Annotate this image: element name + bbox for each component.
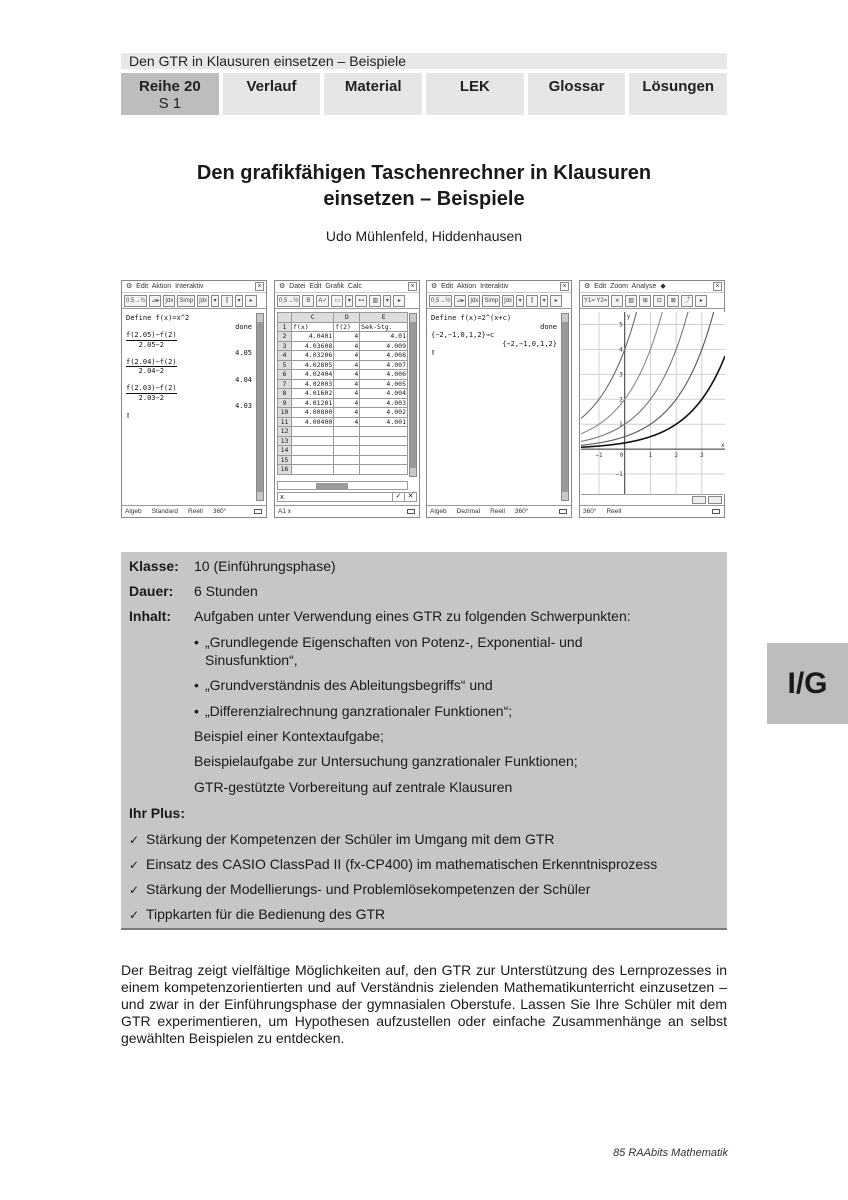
toolbar-button[interactable]: ∫dx bbox=[468, 295, 480, 307]
x-tick-label: −1 bbox=[595, 452, 603, 460]
toolbar-button[interactable]: ⊿▸ bbox=[149, 295, 161, 307]
row-header[interactable]: 13 bbox=[278, 436, 292, 446]
toolbar bbox=[580, 293, 724, 309]
tab-reihe-label: Reihe 20 bbox=[138, 78, 201, 95]
bullet-item bbox=[194, 702, 512, 720]
work-area[interactable] bbox=[427, 311, 571, 505]
cell[interactable]: 4.007 bbox=[360, 360, 408, 370]
inhalt-intro: Aufgaben unter Verwendung eines GTR zu folgenden Schwerpunkten: bbox=[194, 608, 631, 624]
toolbar-button[interactable]: ⩙ bbox=[611, 295, 623, 307]
gear-icon[interactable]: ⚙ bbox=[584, 283, 591, 290]
plus-item bbox=[129, 880, 590, 899]
toolbar-button[interactable]: ∫dx bbox=[163, 295, 175, 307]
calculator-screen-spreadsheet bbox=[274, 280, 420, 518]
tab-material[interactable]: Material bbox=[324, 73, 422, 115]
toolbar-button[interactable]: ⊿▸ bbox=[454, 295, 466, 307]
calculator-screen-main-1 bbox=[121, 280, 267, 518]
toolbar-button[interactable]: ▭ bbox=[331, 295, 343, 307]
row-header[interactable]: 2 bbox=[278, 332, 292, 342]
dropdown-arrow-icon[interactable]: ▾ bbox=[383, 295, 391, 307]
fraction-input bbox=[126, 384, 252, 402]
menu-interaktiv[interactable]: Interaktiv bbox=[480, 283, 509, 290]
cell[interactable]: 4.03206 bbox=[292, 351, 334, 361]
battery-icon bbox=[407, 509, 415, 514]
menubar bbox=[427, 281, 571, 293]
y-tick-label: 3 bbox=[619, 371, 623, 379]
menu-edit[interactable]: Edit bbox=[309, 283, 322, 290]
toolbar-button[interactable]: ⤴ bbox=[681, 295, 693, 307]
cell[interactable]: 4 bbox=[334, 351, 360, 361]
cell[interactable] bbox=[292, 446, 334, 456]
toolbar bbox=[427, 293, 571, 309]
y-tick-label: −1 bbox=[615, 471, 623, 479]
dropdown-arrow-icon[interactable]: ▾ bbox=[211, 295, 219, 307]
table-row bbox=[278, 455, 408, 465]
table-row bbox=[278, 389, 408, 399]
origin-label: 0 bbox=[619, 452, 624, 460]
toolbar-button[interactable]: ∫dx bbox=[502, 295, 514, 307]
result-line: 4.03 bbox=[235, 402, 252, 410]
bullet-text: „Differenzialrechnung ganzrationaler Funktionen“; bbox=[205, 703, 513, 719]
row-header[interactable]: 6 bbox=[278, 370, 292, 380]
input-line: Define f(x)=2^(x+c) bbox=[431, 314, 512, 322]
row-header[interactable]: 14 bbox=[278, 446, 292, 456]
extra-item: Beispielaufgabe zur Untersuchung ganzrationaler Funktionen; bbox=[194, 753, 578, 769]
vertical-scrollbar[interactable] bbox=[256, 313, 264, 501]
plus-text: Tippkarten für die Bedienung des GTR bbox=[146, 906, 386, 922]
numerator: f(2.03)−f(2) bbox=[126, 384, 177, 392]
window-swap-icon[interactable] bbox=[708, 496, 722, 504]
more-arrow-icon[interactable]: ▸ bbox=[245, 295, 257, 307]
status-number[interactable]: Reell bbox=[188, 508, 203, 515]
table-row bbox=[278, 436, 408, 446]
author: Udo Mühlenfeld, Hiddenhausen bbox=[325, 228, 523, 244]
cell[interactable]: f(2) bbox=[334, 322, 360, 332]
row-header[interactable]: 16 bbox=[278, 465, 292, 475]
table-row bbox=[278, 370, 408, 380]
spreadsheet-grid bbox=[277, 312, 408, 475]
gear-icon[interactable]: ⚙ bbox=[126, 283, 133, 290]
y-tick-label: 1 bbox=[619, 421, 623, 429]
bullet-icon: • bbox=[194, 677, 199, 693]
menu-aktion[interactable]: Aktion bbox=[151, 283, 172, 290]
dauer-value: 6 Stunden bbox=[194, 583, 258, 599]
cell[interactable] bbox=[360, 465, 408, 475]
cell[interactable] bbox=[334, 465, 360, 475]
y-tick-label: 4 bbox=[619, 346, 623, 354]
input-line: Define f(x)=x^2 bbox=[126, 314, 190, 322]
klasse-label: Klasse: bbox=[129, 558, 179, 574]
plus-text: Stärkung der Modellierungs- und Problemlösekompetenzen der Schüler bbox=[146, 881, 591, 897]
bullet-icon: • bbox=[194, 703, 199, 719]
window-toggle-icon[interactable] bbox=[692, 496, 706, 504]
toolbar-button[interactable]: A✓ bbox=[316, 295, 329, 307]
close-icon[interactable]: × bbox=[255, 282, 264, 291]
status-bar bbox=[427, 505, 571, 517]
y-tick-label: 5 bbox=[619, 321, 623, 329]
toolbar-button[interactable]: ⊷ bbox=[355, 295, 367, 307]
bullet-item bbox=[194, 676, 493, 694]
cell[interactable]: 4.006 bbox=[360, 370, 408, 380]
vertical-scrollbar[interactable] bbox=[409, 313, 417, 477]
horizontal-scrollbar[interactable] bbox=[277, 481, 408, 490]
cell[interactable]: 4.02805 bbox=[292, 360, 334, 370]
plot-background bbox=[581, 312, 725, 494]
row-header[interactable]: 4 bbox=[278, 351, 292, 361]
dropdown-arrow-icon[interactable]: ▾ bbox=[516, 295, 524, 307]
x-tick-label: 1 bbox=[648, 452, 653, 460]
result-line: done bbox=[235, 322, 252, 331]
row-header[interactable]: 10 bbox=[278, 408, 292, 418]
tab-reihe-sub: S 1 bbox=[158, 95, 182, 112]
dropdown-arrow-icon[interactable]: ▾ bbox=[235, 295, 243, 307]
input-line: {−2,−1,0,1,2}⇒c bbox=[431, 331, 495, 339]
cell-entry-field[interactable] bbox=[277, 492, 417, 502]
gear-icon[interactable]: ⚙ bbox=[279, 283, 286, 290]
cell[interactable] bbox=[292, 427, 334, 437]
cell[interactable] bbox=[334, 427, 360, 437]
inhalt-row bbox=[129, 607, 631, 625]
cell[interactable]: 4.02404 bbox=[292, 370, 334, 380]
cell[interactable] bbox=[334, 436, 360, 446]
cell[interactable] bbox=[292, 436, 334, 446]
cell[interactable]: 4 bbox=[334, 408, 360, 418]
fraction-input bbox=[126, 331, 252, 349]
column-header-c[interactable]: C bbox=[292, 313, 334, 323]
tab-reihe[interactable] bbox=[121, 73, 219, 115]
dauer-row bbox=[129, 582, 258, 600]
status-mode[interactable]: Algeb bbox=[125, 508, 142, 515]
table-row bbox=[278, 446, 408, 456]
plus-row bbox=[129, 804, 194, 822]
cell[interactable]: 4.02003 bbox=[292, 379, 334, 389]
cell-entry-value: x bbox=[280, 493, 285, 501]
confirm-icon[interactable]: ✓ bbox=[392, 492, 404, 502]
column-header-d[interactable]: D bbox=[334, 313, 360, 323]
toolbar bbox=[122, 293, 266, 309]
dropdown-arrow-icon[interactable]: ▾ bbox=[540, 295, 548, 307]
title-line-2: einsetzen – Beispiele bbox=[323, 188, 525, 210]
toolbar-button[interactable]: ⊠ bbox=[667, 295, 679, 307]
row-header[interactable]: 11 bbox=[278, 417, 292, 427]
row-header[interactable]: 12 bbox=[278, 427, 292, 437]
plus-text: Einsatz des CASIO ClassPad II (fx-CP400) im mathematischen Erkenntnisprozess bbox=[146, 856, 658, 872]
menubar bbox=[275, 281, 419, 293]
inhalt-label: Inhalt: bbox=[129, 608, 171, 624]
cell[interactable] bbox=[360, 446, 408, 456]
cell[interactable]: 4 bbox=[334, 417, 360, 427]
table-row bbox=[278, 408, 408, 418]
status-number[interactable]: Reell bbox=[490, 508, 505, 515]
cell[interactable]: 4.003 bbox=[360, 398, 408, 408]
more-arrow-icon[interactable]: ▸ bbox=[393, 295, 405, 307]
toolbar-button[interactable]: 0.5→½ bbox=[429, 295, 452, 307]
table-row bbox=[278, 360, 408, 370]
cell[interactable] bbox=[334, 446, 360, 456]
column-header-e[interactable]: E bbox=[360, 313, 408, 323]
row-header[interactable]: 7 bbox=[278, 379, 292, 389]
status-bar bbox=[122, 505, 266, 517]
battery-icon bbox=[254, 509, 262, 514]
toolbar-button[interactable]: Simp bbox=[482, 295, 500, 307]
input-cursor: ▯ bbox=[431, 348, 436, 356]
x-axis-label: x bbox=[721, 442, 725, 450]
toolbar-button[interactable]: ▥ bbox=[625, 295, 637, 307]
close-icon[interactable]: × bbox=[560, 282, 569, 291]
cell[interactable]: 4 bbox=[334, 332, 360, 342]
cell[interactable] bbox=[360, 427, 408, 437]
input-cursor: ▯ bbox=[126, 410, 131, 419]
cell[interactable] bbox=[292, 455, 334, 465]
cell[interactable]: 4.009 bbox=[360, 341, 408, 351]
cell[interactable]: 4.00800 bbox=[292, 408, 334, 418]
cell[interactable]: f(x) bbox=[292, 322, 334, 332]
result-line: {−2,−1,0,1,2} bbox=[502, 339, 557, 348]
intro-paragraph: Der Beitrag zeigt vielfältige Möglichkeiten auf, den GTR zur Unterstützung des Lernprozesses in einem kompetenzorientierten und auf Verständnis zielenden Mathematikunterricht einzusetzen – und zwar in der Einführungsphase der gymnasialen Oberstufe. Lassen Sie Ihre Schüler mit dem GTR experimentieren, um Hypothesen aufzustellen oder einfache Zusammenhänge an selbst gewählten Beispielen zu entdecken. bbox=[121, 962, 727, 1046]
cell[interactable]: 4.004 bbox=[360, 389, 408, 399]
toolbar-button[interactable]: ⊡ bbox=[653, 295, 665, 307]
toolbar-button[interactable]: ⊞ bbox=[639, 295, 651, 307]
cell[interactable] bbox=[360, 436, 408, 446]
cancel-icon[interactable]: ✕ bbox=[404, 492, 416, 502]
x-tick-label: 3 bbox=[700, 452, 704, 460]
running-head: Den GTR in Klausuren einsetzen – Beispiele bbox=[121, 53, 727, 69]
table-row bbox=[278, 417, 408, 427]
row-header[interactable]: 1 bbox=[278, 322, 292, 332]
table-row bbox=[278, 465, 408, 475]
dropdown-arrow-icon[interactable]: ▾ bbox=[345, 295, 353, 307]
dauer-label: Dauer: bbox=[129, 583, 174, 599]
row-header[interactable]: 15 bbox=[278, 455, 292, 465]
toolbar-button[interactable]: ⫿ bbox=[526, 295, 538, 307]
toolbar-button[interactable]: Simp bbox=[177, 295, 195, 307]
status-mode[interactable]: Algeb bbox=[430, 508, 447, 515]
check-icon: ✓ bbox=[129, 858, 140, 872]
section-nav bbox=[121, 73, 727, 115]
status-bar bbox=[580, 505, 724, 517]
numerator: f(2.05)−f(2) bbox=[126, 331, 177, 339]
calculator-screen-graph bbox=[579, 280, 725, 518]
cell[interactable]: 4 bbox=[334, 389, 360, 399]
tab-loesungen[interactable]: Lösungen bbox=[629, 73, 727, 115]
row-header[interactable]: 3 bbox=[278, 341, 292, 351]
graph-window[interactable] bbox=[581, 312, 725, 494]
menu-edit[interactable]: Edit bbox=[136, 283, 149, 290]
cell[interactable]: 4.03608 bbox=[292, 341, 334, 351]
plus-label: Ihr Plus: bbox=[129, 805, 186, 821]
cell[interactable]: 4 bbox=[334, 370, 360, 380]
toolbar bbox=[275, 293, 419, 309]
status-bar bbox=[275, 505, 419, 517]
status-cell: A1 x bbox=[278, 508, 292, 515]
chapter-marker: I/G bbox=[767, 643, 848, 724]
scroll-thumb[interactable] bbox=[316, 483, 348, 489]
row-header[interactable]: 5 bbox=[278, 360, 292, 370]
tab-lek[interactable]: LEK bbox=[426, 73, 524, 115]
klasse-row bbox=[129, 557, 336, 575]
row-header[interactable]: 8 bbox=[278, 389, 292, 399]
menubar bbox=[580, 281, 724, 293]
tab-glossar[interactable]: Glossar bbox=[528, 73, 626, 115]
corner-cell[interactable] bbox=[278, 313, 292, 323]
bullet-text-cont: Sinusfunktion“, bbox=[205, 652, 298, 668]
menubar bbox=[122, 281, 266, 293]
cell[interactable]: 4.00400 bbox=[292, 417, 334, 427]
denominator: 2.04−2 bbox=[138, 367, 164, 375]
y-axis-label: y bbox=[626, 313, 631, 320]
x-tick-label: 2 bbox=[674, 452, 678, 460]
cell[interactable]: 4.002 bbox=[360, 408, 408, 418]
page-title bbox=[120, 160, 728, 212]
denominator: 2.05−2 bbox=[138, 340, 164, 349]
extra-item: Beispiel einer Kontextaufgabe; bbox=[194, 728, 384, 744]
toolbar-button[interactable]: 0.5→½ bbox=[124, 295, 147, 307]
bullet-text: „Grundlegende Eigenschaften von Potenz-, Exponential- und bbox=[205, 634, 583, 650]
extra-item: GTR-gestützte Vorbereitung auf zentrale Klausuren bbox=[194, 779, 513, 795]
klasse-value: 10 (Einführungsphase) bbox=[194, 558, 336, 574]
cell[interactable] bbox=[360, 455, 408, 465]
plus-text: Stärkung der Kompetenzen der Schüler im Umgang mit dem GTR bbox=[146, 831, 555, 847]
numerator: f(2.04)−f(2) bbox=[126, 357, 177, 366]
menu-edit[interactable]: Edit bbox=[594, 283, 607, 290]
battery-icon bbox=[559, 509, 567, 514]
gear-icon[interactable]: ⚙ bbox=[431, 283, 438, 290]
close-icon[interactable]: × bbox=[713, 282, 722, 291]
table-row bbox=[278, 341, 408, 351]
tab-verlauf[interactable]: Verlauf bbox=[223, 73, 321, 115]
menu-more[interactable]: ◆ bbox=[660, 283, 666, 290]
close-icon[interactable]: × bbox=[408, 282, 417, 291]
result-line: done bbox=[540, 322, 557, 331]
y-tick-label: 2 bbox=[619, 396, 623, 404]
more-arrow-icon[interactable]: ▸ bbox=[550, 295, 562, 307]
toolbar-button[interactable]: 0.5→½ bbox=[277, 295, 300, 307]
cell[interactable]: 4 bbox=[334, 341, 360, 351]
plus-item bbox=[129, 905, 385, 924]
cell[interactable]: 4.001 bbox=[360, 417, 408, 427]
bullet-icon: • bbox=[194, 634, 199, 650]
work-area[interactable] bbox=[122, 311, 266, 505]
calculator-screen-main-2 bbox=[426, 280, 572, 518]
cell[interactable]: 4 bbox=[334, 398, 360, 408]
check-icon: ✓ bbox=[129, 908, 140, 922]
plus-item bbox=[129, 855, 657, 874]
status-format[interactable]: Standard bbox=[151, 508, 179, 515]
denominator: 2.03−2 bbox=[138, 393, 164, 402]
menu-datei[interactable]: Datei bbox=[289, 283, 306, 290]
toolbar-button[interactable]: Y1= Y2= bbox=[582, 295, 609, 307]
menu-interaktiv[interactable]: Interaktiv bbox=[175, 283, 204, 290]
bullet-text: „Grundverständnis des Ableitungsbegriffs“ und bbox=[205, 677, 493, 693]
cell[interactable]: 4.008 bbox=[360, 351, 408, 361]
cell[interactable]: 4 bbox=[334, 360, 360, 370]
cell[interactable] bbox=[334, 455, 360, 465]
cell[interactable]: 4.01602 bbox=[292, 389, 334, 399]
cell[interactable]: 4.0401 bbox=[292, 332, 334, 342]
toolbar-button[interactable]: ▥ bbox=[369, 295, 381, 307]
menu-edit[interactable]: Edit bbox=[441, 283, 454, 290]
menu-calc[interactable]: Calc bbox=[347, 283, 362, 290]
footer: 85 RAAbits Mathematik bbox=[613, 1147, 728, 1159]
result-line: 4.05 bbox=[235, 349, 252, 357]
battery-icon bbox=[712, 509, 720, 514]
info-box bbox=[121, 552, 727, 930]
cell[interactable]: Sek-Stg. bbox=[360, 322, 408, 332]
status-format[interactable]: Dezimal bbox=[456, 508, 481, 515]
fraction-input bbox=[126, 358, 252, 376]
status-number[interactable]: Reell bbox=[606, 508, 622, 515]
menu-aktion[interactable]: Aktion bbox=[456, 283, 477, 290]
table-row bbox=[278, 398, 408, 408]
check-icon: ✓ bbox=[129, 883, 140, 897]
table-row bbox=[278, 427, 408, 437]
title-line-1: Den grafikfähigen Taschenrechner in Klausuren bbox=[196, 162, 652, 184]
table-row bbox=[278, 379, 408, 389]
plus-item bbox=[129, 830, 555, 849]
more-arrow-icon[interactable]: ▸ bbox=[695, 295, 707, 307]
bullet-item bbox=[194, 633, 582, 669]
cell[interactable] bbox=[292, 465, 334, 475]
menu-grafik[interactable]: Grafik bbox=[325, 283, 345, 290]
check-icon: ✓ bbox=[129, 833, 140, 847]
table-row bbox=[278, 322, 408, 332]
cell[interactable]: 4 bbox=[334, 379, 360, 389]
toolbar-button[interactable]: B bbox=[302, 295, 314, 307]
status-angle[interactable]: 360° bbox=[212, 508, 227, 515]
status-angle[interactable]: 360° bbox=[514, 508, 529, 515]
graph-footer bbox=[581, 494, 723, 504]
toolbar-button[interactable]: ∫dx bbox=[197, 295, 209, 307]
toolbar-button[interactable]: ⫿ bbox=[221, 295, 233, 307]
result-line: 4.04 bbox=[235, 375, 252, 384]
menu-zoom[interactable]: Zoom bbox=[610, 283, 629, 290]
menu-analyse[interactable]: Analyse bbox=[631, 283, 657, 290]
cell[interactable]: 4.01201 bbox=[292, 398, 334, 408]
table-row bbox=[278, 332, 408, 342]
table-row bbox=[278, 351, 408, 361]
row-header[interactable]: 9 bbox=[278, 398, 292, 408]
cell[interactable]: 4.005 bbox=[360, 379, 408, 389]
status-angle[interactable]: 360° bbox=[583, 508, 597, 515]
vertical-scrollbar[interactable] bbox=[561, 313, 569, 501]
cell[interactable]: 4.01 bbox=[360, 332, 408, 342]
